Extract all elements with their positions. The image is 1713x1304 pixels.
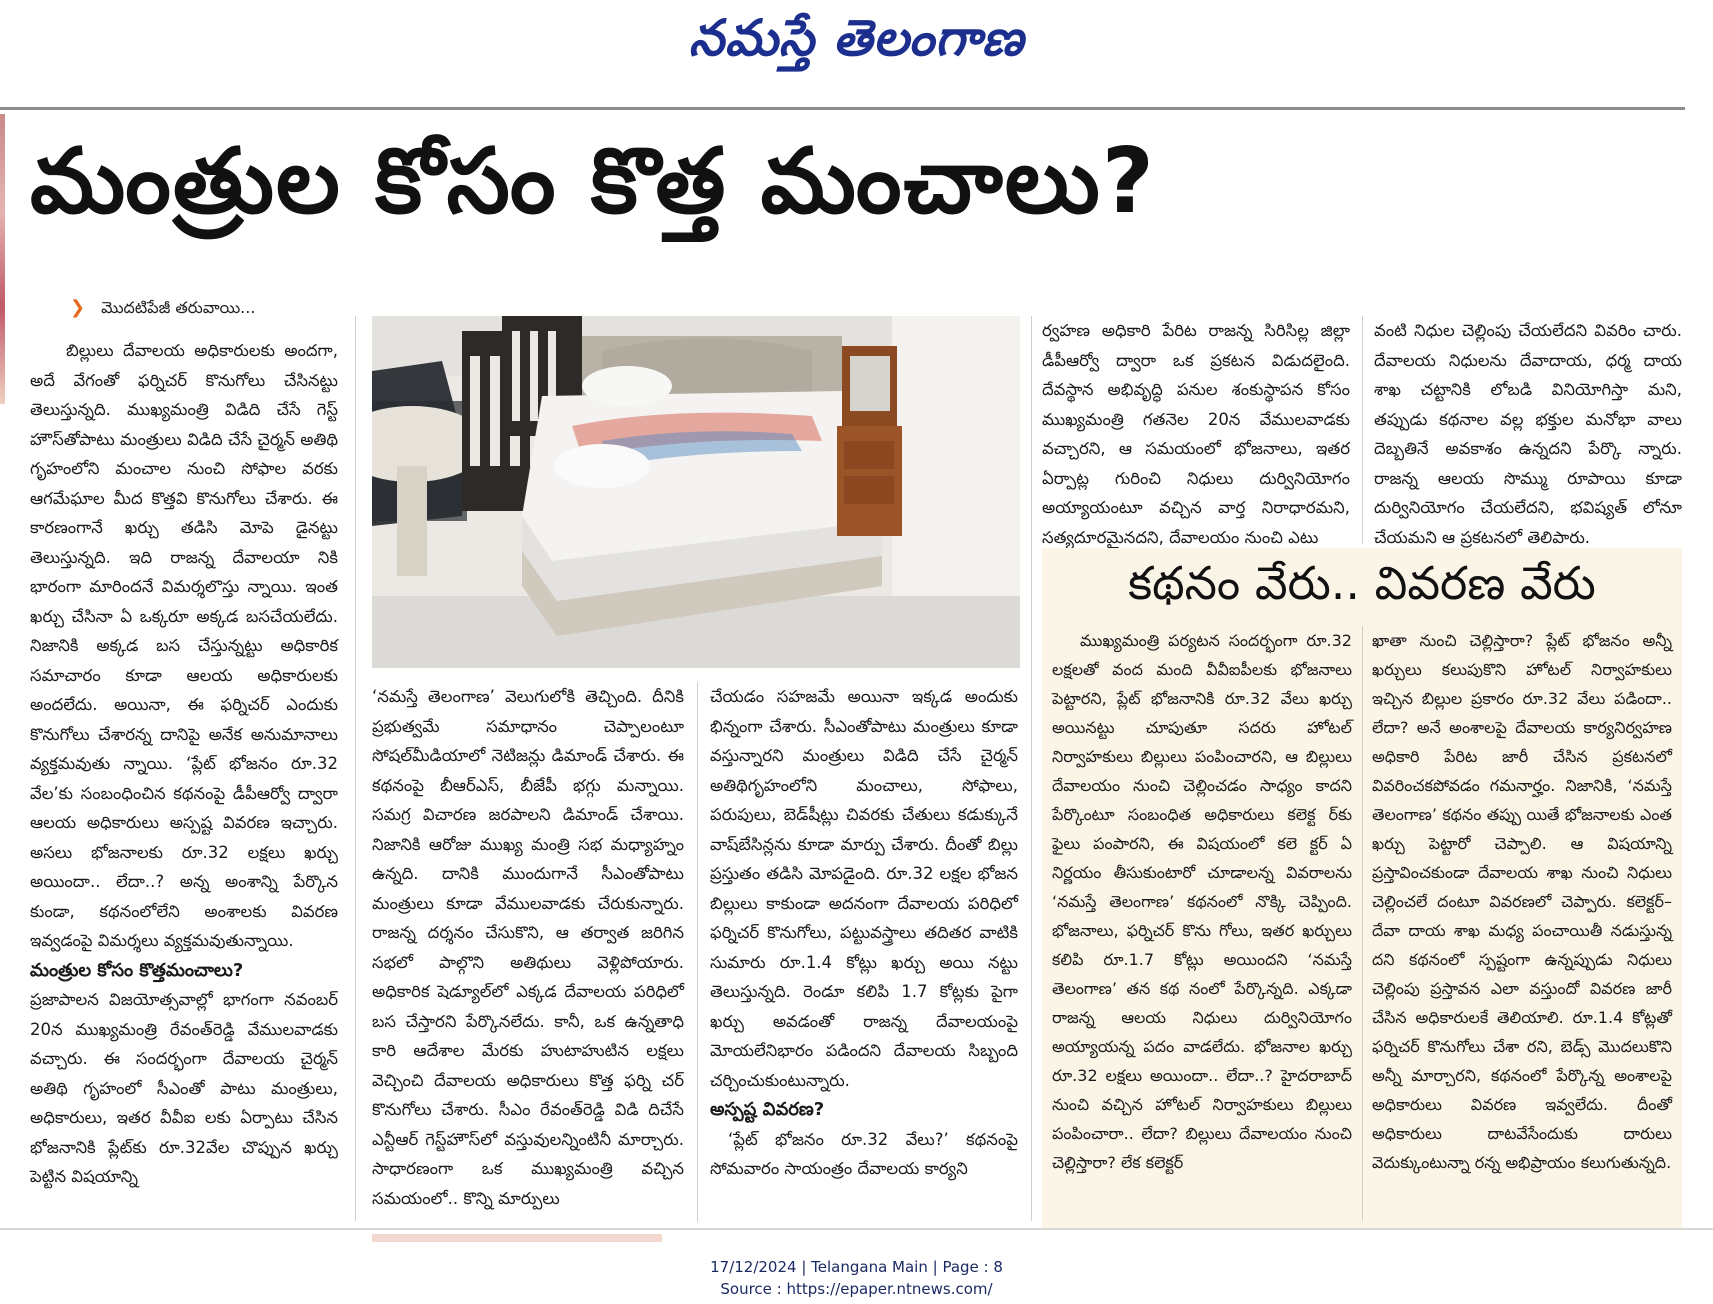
adjacent-photo-edge bbox=[0, 114, 5, 404]
bottom-rule bbox=[0, 1228, 1713, 1230]
sidebar-box-title: కథనం వేరు.. వివరణ వేరు bbox=[1128, 556, 1596, 610]
adjacent-ad-edge bbox=[372, 1234, 662, 1242]
article-column-3 bbox=[710, 682, 1018, 1184]
subheading-new-beds: మంత్రుల కోసం కొత్తమంచాలు? bbox=[30, 959, 244, 981]
column-divider bbox=[1031, 316, 1032, 1221]
footer-dateline: 17/12/2024 | Telangana Main | Page : 8 bbox=[710, 1258, 1003, 1276]
continuation-text: మొదటిపేజీ తరువాయి... bbox=[101, 298, 256, 317]
column-4-body: ర్వహణ అధికారి పేరిట రాజన్న సిరిసిల్ల జిల్లా డీపీఆర్వో ద్వారా ఒక ప్రకటన విడుదలైంది. దేవస్థాన అభివృద్ధి పనుల శంకుస్థాపన కోసం ముఖ్యమంత్రి గతనెల 20న వేములవాడకు వచ్చారని, ఆ సమయంలో భోజనాలు, ఇతర ఏర్పాట్ల గురించి నిధులు దుర్వినియోగం అయ్యాయంటూ వచ్చిన వార్త నిరాధారమని, సత్యదూరమైనదని, దేవాలయం నుంచి ఎటు bbox=[1042, 321, 1350, 547]
continuation-label bbox=[70, 297, 255, 321]
headline: మంత్రుల కోసం కొత్త మంచాలు? bbox=[30, 129, 1156, 234]
masthead-rule bbox=[0, 107, 1685, 110]
article-column-4 bbox=[1042, 316, 1350, 552]
column-3-body-2: ‘ప్లేట్ భోజనం రూ.32 వేలు?’ కథనంపై సోమవారం సాయంత్రం దేవాలయ కార్యని bbox=[710, 1129, 1018, 1178]
bed-photo bbox=[372, 316, 1020, 668]
sidebar-box-column-right bbox=[1372, 626, 1672, 1177]
article-column-5 bbox=[1374, 316, 1682, 552]
sidebar-box-column-left bbox=[1052, 626, 1352, 1177]
column-3-body: చేయడం సహజమే అయినా ఇక్కడ అందుకు భిన్నంగా చేశారు. సీఎంతోపాటు మంత్రులు కూడా వస్తున్నారని మంత్రులు విడిది చేసే చైర్మన్ అతిథిగృహంలోని మంచాలు, సోఫాలు, పరుపులు, బెడ్‌షీట్లు చివరకు చేతులు కడుక్కునే వాష్‌బేసిన్లను కూడా మార్పు చేశారు. దీంతో బిల్లు ప్రస్తుతం తడిసి మోపడైంది. రూ.32 లక్షల భోజన బిల్లులు కాకుండా అదనంగా దేవాలయ పరిధిలో ఫర్నిచర్ కొనుగోలు, పట్టువస్త్రాలు తదితర వాటికి సుమారు రూ.1.4 కోట్లు ఖర్చు అయి నట్టు తెలుస్తున్నది. రెండూ కలిపి 1.7 కోట్లకు పైగా ఖర్చు అవడంతో రాజన్న దేవాలయంపై మోయలేనిభారం పడిందని దేవాలయ సిబ్బంది చర్చించుకుంటున్నారు. bbox=[710, 687, 1018, 1090]
chevron-right-icon: ❯ bbox=[70, 297, 86, 318]
article-column-1 bbox=[30, 336, 338, 1192]
column-divider bbox=[697, 682, 698, 1222]
column-divider bbox=[355, 316, 356, 1221]
sidebar-box-right-text: ఖాతా నుంచి చెల్లిస్తారా? ప్లేట్ భోజనం అన్నీ ఖర్చులు కలుపుకొని హోటల్ నిర్వాహకులు ఇచ్చిన బిల్లుల ప్రకారం రూ.32 వేలు పడిందా.. లేదా? అనే అంశాలపై దేవాలయ కార్యనిర్వహణ అధికారి పేరిట జారీ చేసిన ప్రకటనలో వివరించకపోవడం గమనార్హం. నిజానికి, ‘నమస్తే తెలంగాణ’ కథనం తప్పు యితే భోజనాలకు ఎంత ఖర్చు పెట్టారో చెప్పాలి. ఆ విషయాన్ని ప్రస్తావించకుండా దేవాలయ శాఖ నుంచి నిధులు చెల్లించలే దంటూ వివరణలో చెప్పారు. కలెక్టర్–దేవా దాయ శాఖ మధ్య పంచాయితీ నడుస్తున్న దని కథనంలో స్పష్టంగా ఉన్నప్పుడు నిధులు చెల్లింపు ప్రస్తావన ఎలా వస్తుందో వివరణ జారీ చేసిన అధికారులకే తెలియాలి. రూ.1.4 కోట్లతో ఫర్నిచర్ కొనుగోలు చేశా రని, బెడ్స్ మొదలుకొని అన్నీ మార్చారని, కథనంలో పేర్కొన్న అంశాలపై అధికారులు వివరణ ఇవ్వలేదు. దీంతో అధికారులు దాటవేసేందుకు దారులు వెదుక్కుంటున్నా రన్న అభిప్రాయం కలుగుతున్నది. bbox=[1372, 631, 1672, 1172]
footer-source: Source : https://epaper.ntnews.com/ bbox=[720, 1280, 993, 1298]
sidebar-box-left-text: ముఖ్యమంత్రి పర్యటన సందర్భంగా రూ.32 లక్షలతో వంద మంది వీవీఐపీలకు భోజనాలు పెట్టారని, ప్లేట్ భోజనానికి రూ.32 వేలు ఖర్చు అయినట్టు చూపుతూ సదరు హోటల్ నిర్వాహకులు బిల్లులు పంపించారని, ఆ బిల్లులు దేవాలయం నుంచి చెల్లించడం సాధ్యం కాదని పేర్కొంటూ సంబంధిత అధికారులు కలెక్ట ర్‌కు ఫైలు పంపారని, ఈ విషయంలో కలె క్టర్ ఏ నిర్ణయం తీసుకుంటారో చూడాలన్న వివరాలను ‘నమస్తే తెలంగాణ’ కథనంలో నొక్కి చెప్పింది. భోజనాలు, ఫర్నిచర్ కొను గోలు, ఇతర ఖర్చులు కలిపి రూ.1.7 కోట్లు అయిందని ‘నమస్తే తెలంగాణ’ తన కథ నంలో పేర్కొన్నది. ఎక్కడా రాజన్న ఆలయ నిధులు దుర్వినియోగం అయ్యాయన్న పదం వాడలేదు. భోజనాల ఖర్చు రూ.32 లక్షలు అయిందా.. లేదా..? హైదరాబాద్ నుంచి వచ్చిన హోటల్ నిర్వాహకులు బిల్లులు పంపించారా.. లేదా? బిల్లులు దేవాలయం నుంచి చెల్లిస్తారా? లేక కలెక్టర్ bbox=[1052, 631, 1352, 1172]
article-column-2 bbox=[372, 682, 684, 1213]
column-2-body: ‘నమస్తే తెలంగాణ’ వెలుగులోకి తెచ్చింది. దీనికి ప్రభుత్వమే సమాధానం చెప్పాలంటూ సోషల్‌మీడియాలో నెటిజన్లు డిమాండ్ చేశారు. ఈ కథనంపై బీఆర్‌ఎస్, బీజేపీ భగ్గు మన్నాయి. సమగ్ర విచారణ జరపాలని డిమాండ్ చేశాయి. నిజానికి ఆరోజు ముఖ్య మంత్రి సభ మధ్యాహ్నం ఉన్నది. దానికి ముందుగానే సీఎంతోపాటు మంత్రులు కూడా వేములవాడకు చేరుకున్నారు. రాజన్న దర్శనం చేసుకొని, ఆ తర్వాత జరిగిన సభలో పాల్గొని అతిథులు వెళ్లిపోయారు. అధికారిక షెడ్యూల్‌లో ఎక్కడ దేవాలయ పరిధిలో బస చేస్తారని పేర్కొనలేదు. కానీ, ఒక ఉన్నతాధి కారి ఆదేశాల మేరకు హుటాహుటిన లక్షలు వెచ్చించి దేవాలయ అధికారులు కొత్త ఫర్ని చర్ కొనుగోలు చేశారు. సీఎం రేవంత్‌రెడ్డి విడి దిచేసే ఎన్టీఆర్ గెస్ట్‌హౌస్‌లో వస్తువులన్నింటినీ మార్చారు. సాధారణంగా ఒక ముఖ్యమంత్రి వచ్చిన సమయంలో.. కొన్ని మార్పులు bbox=[372, 687, 684, 1208]
column-1-body-2: ప్రజాపాలన విజయోత్సవాల్లో భాగంగా నవంబర్ 20న ముఖ్యమంత్రి రేవంత్‌రెడ్డి వేములవాడకు వచ్చారు. ఈ సందర్భంగా దేవాలయ చైర్మన్ అతిథి గృహంలో సీఎంతో పాటు మంత్రులు, అధికారులు, ఇతర వీవీఐ లకు ఏర్పాటు చేసిన భోజనానికి ప్లేట్‌కు రూ.32వేల చొప్పున ఖర్చు పెట్టిన విషయాన్ని bbox=[30, 990, 338, 1186]
subheading-vague-explanation: అస్పష్ట వివరణ? bbox=[710, 1099, 825, 1120]
column-1-body: బిల్లులు దేవాలయ అధికారులకు అందగా, అదే వేగంతో ఫర్నిచర్ కొనుగోలు చేసినట్టు తెలుస్తున్నది. ముఖ్యమంత్రి విడిది చేసే గెస్ట్ హౌస్‌తోపాటు మంత్రులు విడిది చేసే చైర్మన్ అతిథి గృహంలోని మంచాల నుంచి సోఫాల వరకు ఆగమేఘాల మీద కొత్తవి కొనుగోలు చేశారు. ఈ కారణంగానే ఖర్చు తడిసి మోపె డైనట్టు తెలుస్తున్నది. ఇది రాజన్న దేవాలయా నికి భారంగా మారిందనే విమర్శలొస్తు న్నాయి. ఇంత ఖర్చు చేసినా ఏ ఒక్కరూ అక్కడ బసచేయలేదు. నిజానికి అక్కడ బస చేస్తున్నట్టు అధికారిక సమాచారం కూడా ఆలయ అధికారులకు అందలేదు. అయినా, ఈ ఫర్నిచర్ ఎందుకు కొనుగోలు చేశారన్న దానిపై అనేక అనుమానాలు వ్యక్తమవుతు న్నాయి. ‘ప్లేట్ భోజనం రూ.32 వేల’కు సంబంధించిన కథనంపై డీపీఆర్వో ద్వారా ఆలయ అధికారులు అస్పష్ట వివరణ ఇచ్చారు. అసలు భోజనాలకు రూ.32 లక్షలు ఖర్చు అయిందా.. లేదా..? అన్న అంశాన్ని పేర్కొన కుండా, కథనంలోలేని అంశాలకు వివరణ ఇవ్వడంపై విమర్శలు వ్యక్తమవుతున్నాయి. bbox=[30, 341, 338, 950]
column-divider bbox=[1362, 626, 1363, 1221]
column-divider bbox=[1362, 316, 1363, 544]
column-5-body: వంటి నిధుల చెల్లింపు చేయలేదని వివరిం చారు. దేవాలయ నిధులను దేవాదాయ, ధర్మ దాయ శాఖ చట్టానికి లోబడి వినియోగిస్తా మని, తప్పుడు కథనాల వల్ల భక్తుల మనోభా వాలు దెబ్బతినే అవకాశం ఉన్నదని పేర్కొ న్నారు. రాజన్న ఆలయ సొమ్ము రూపాయి కూడా దుర్వినియోగం చేయలేదని, భవిష్యత్ లోనూ చేయమని ఆ ప్రకటనలో తెలిపారు. bbox=[1374, 321, 1682, 547]
masthead-logo: నమస్తే తెలంగాణ bbox=[688, 8, 1025, 67]
